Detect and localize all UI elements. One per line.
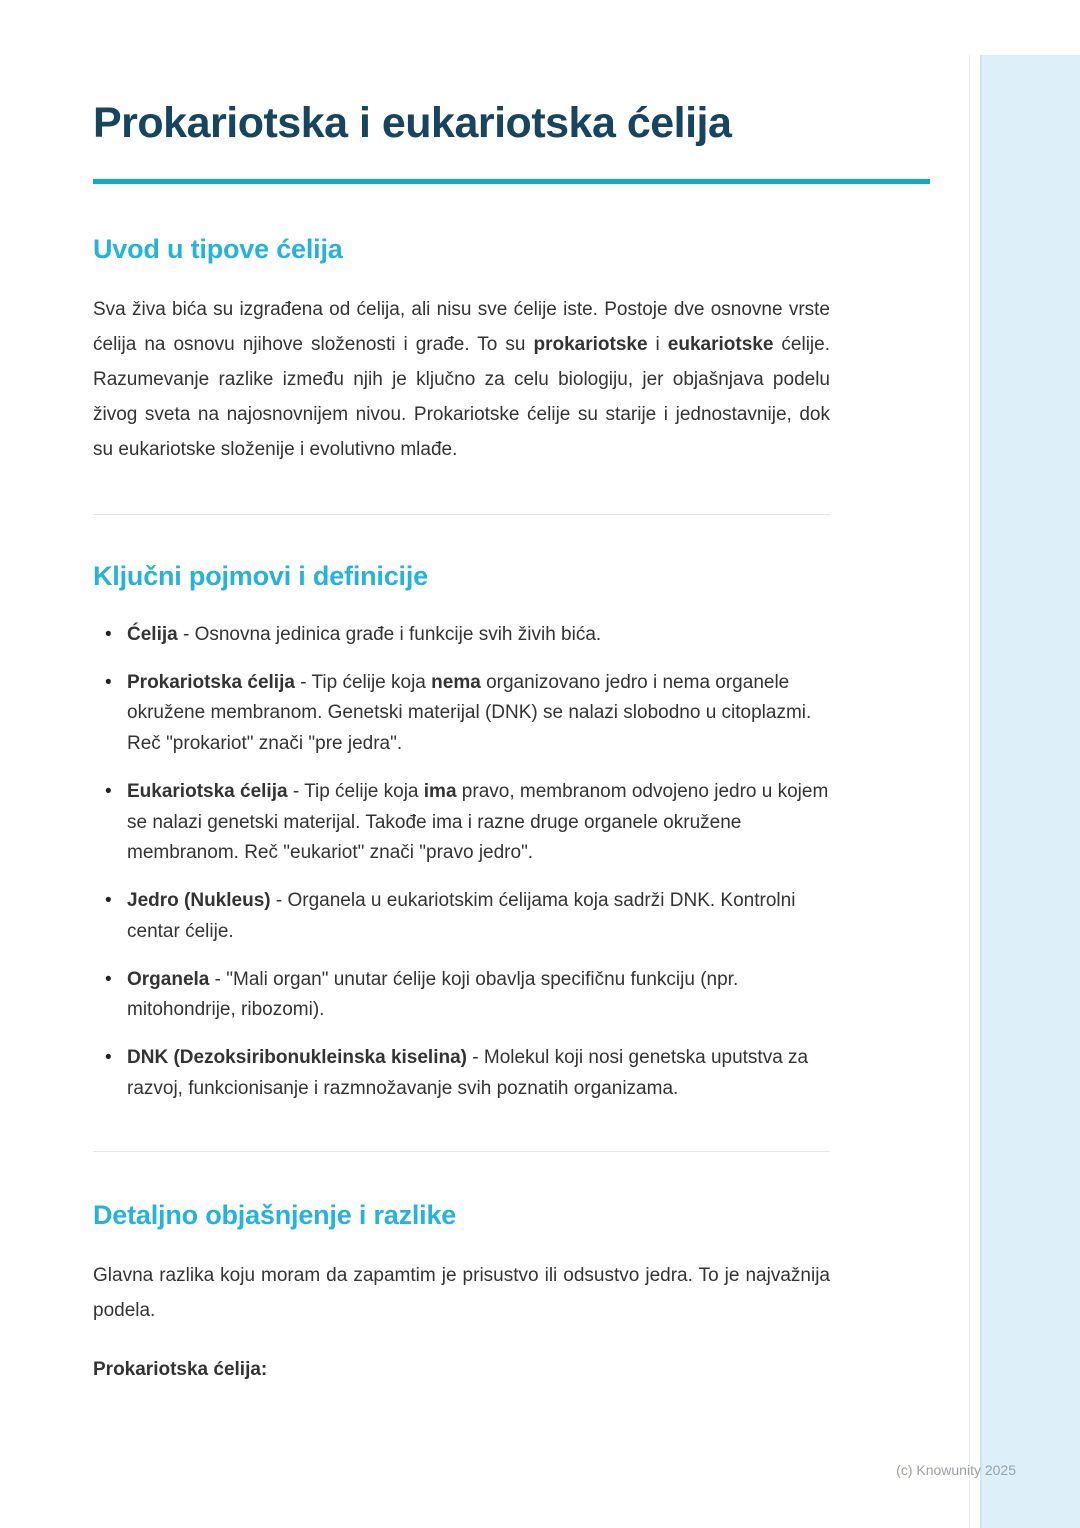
list-item [127, 965, 830, 1027]
section-divider [93, 514, 830, 515]
list-item [127, 1043, 830, 1105]
document-page [93, 0, 830, 1381]
list-item [127, 886, 830, 948]
list-item [127, 777, 830, 869]
section-heading-intro: Uvod u tipove ćelija [93, 234, 343, 265]
bold-text: eukariotske [667, 333, 774, 355]
section-intro [93, 234, 830, 468]
bold-text: Prokariotska ćelija [127, 671, 295, 693]
text: i [647, 333, 668, 355]
bold-text: ima [423, 780, 457, 802]
bold-text: nema [431, 671, 481, 693]
text: pravo, membranom odvojeno jedro u kojem se nalazi genetski materijal. Takođe ima i razne druge organele okružene membranom. Reč "eukariot" znači "pravo jedro". [127, 780, 829, 864]
text: ćelije. Razumevanje razlike između njih je ključno za celu biologiju, jer objašnjava podelu živog sveta na najosnovnijem nivou. Prokariotske ćelije su starije i jednostavnije, dok su eukariotske složenije i evolutivno mlađe. [93, 333, 831, 460]
page-edge-line [969, 55, 970, 1528]
details-subheading: Prokariotska ćelija: [93, 1358, 268, 1380]
list-item [127, 620, 830, 651]
bold-text: Ćelija [127, 623, 178, 645]
title-accent-rule [93, 179, 930, 184]
section-divider [93, 1151, 830, 1152]
text: - Molekul koji nosi genetska uputstva za razvoj, funkcionisanje i razmnožavanje svih poznatih organizama. [127, 1047, 809, 1099]
bold-text: DNK (Dezoksiribonukleinska kiselina) [127, 1047, 467, 1069]
text: organizovano jedro i nema organele okružene membranom. Genetski materijal (DNK) se nalazi slobodno u citoplazmi. Reč "prokariot" znači "pre jedra". [127, 671, 812, 755]
section-heading-key-terms: Ključni pojmovi i definicije [93, 560, 428, 591]
text: - Organela u eukariotskim ćelijama koja sadrži DNK. Kontrolni centar ćelije. [127, 890, 796, 942]
section-key-terms [93, 561, 830, 1105]
section-details [93, 1200, 830, 1381]
page-title: Prokariotska i eukariotska ćelija [93, 99, 732, 147]
text: - "Mali organ" unutar ćelije koji obavlja specifičnu funkciju (npr. mitohondrije, ribozomi). [127, 968, 739, 1021]
key-terms-list [93, 620, 830, 1105]
list-item [127, 668, 830, 760]
footer-credit: (c) Knowunity 2025 [896, 1462, 1016, 1478]
bold-text: Eukariotska ćelija [127, 780, 288, 802]
intro-paragraph [93, 293, 830, 468]
text: - Tip ćelije koja [287, 780, 424, 802]
section-heading-details: Detaljno objašnjenje i razlike [93, 1199, 457, 1230]
details-paragraph: Glavna razlika koju moram da zapamtim je prisustvo ili odsustvo jedra. To je najvažnija podela. [93, 1264, 830, 1321]
page-edge-strip [980, 55, 1080, 1528]
bold-text: prokariotske [533, 333, 648, 355]
text: - Osnovna jedinica građe i funkcije svih živih bića. [177, 623, 602, 645]
text: Sva živa bića su izgrađena od ćelija, ali nisu sve ćelije iste. Postoje dve osnovne vrste ćelija na osnovu njihove složenosti i građe. To su [93, 299, 830, 355]
text: - Tip ćelije koja [294, 671, 432, 693]
bold-text: Organela [127, 968, 210, 990]
bold-text: Jedro (Nukleus) [127, 890, 271, 912]
